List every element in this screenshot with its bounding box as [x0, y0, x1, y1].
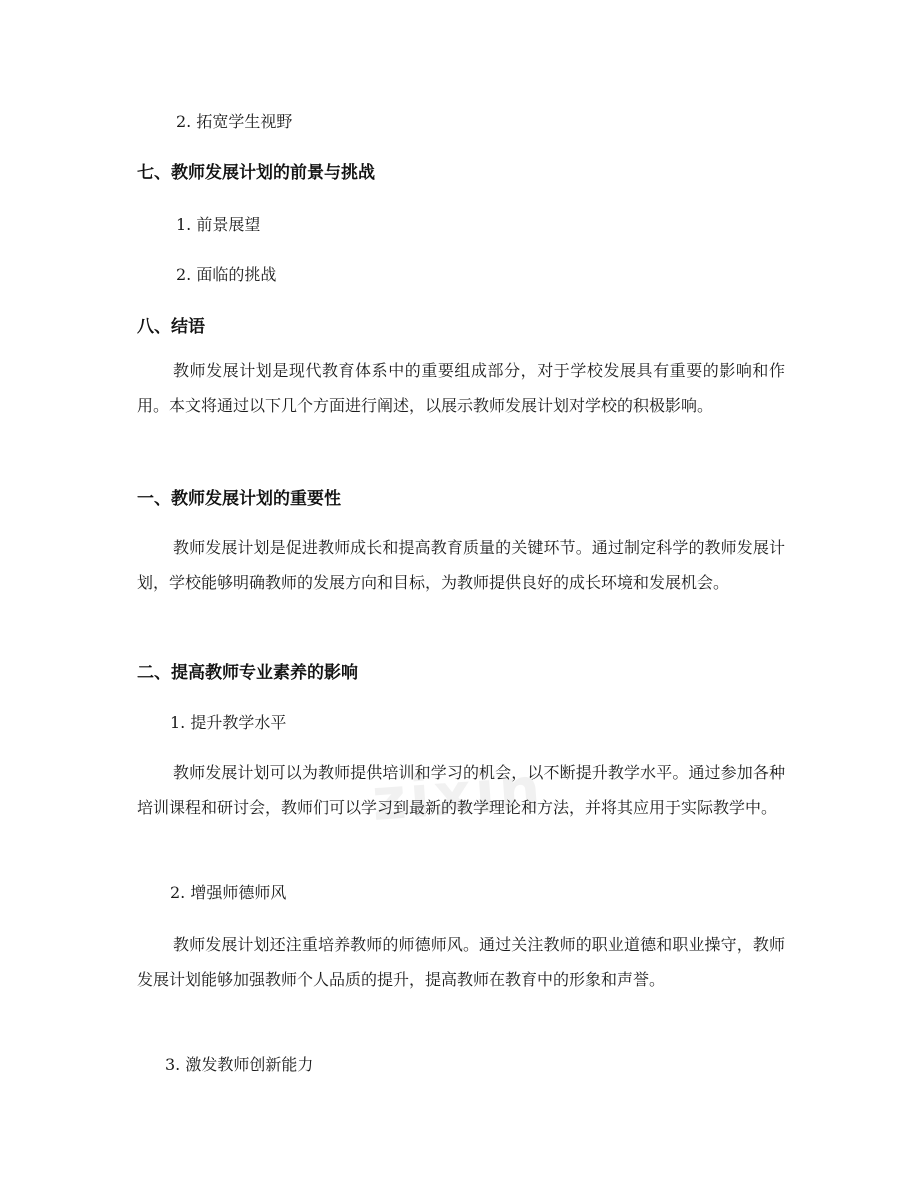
list-item-broaden-horizon: 2. 拓宽学生视野	[176, 112, 293, 131]
watermark: zixin	[369, 754, 547, 834]
list-item-prospect: 1. 前景展望	[176, 215, 261, 234]
ethics-paragraph: 教师发展计划还注重培养教师的师德师风。通过关注教师的职业道德和职业操守，教师发展计划能够加强教师个人品质的提升，提高教师在教育中的形象和声誉。	[137, 935, 785, 989]
teaching-level-paragraph: 教师发展计划可以为教师提供培训和学习的机会，以不断提升教学水平。通过参加各种培训课程和研讨会，教师们可以学习到最新的教学理论和方法，并将其应用于实际教学中。	[137, 763, 785, 817]
section-7-heading: 七、教师发展计划的前景与挑战	[137, 163, 375, 183]
conclusion-paragraph: 教师发展计划是现代教育体系中的重要组成部分，对于学校发展具有重要的影响和作用。本文将通过以下几个方面进行阐述，以展示教师发展计划对学校的积极影响。	[137, 361, 785, 415]
subsection-ethics-title: 2. 增强师德师风	[170, 883, 287, 902]
section-2-heading: 二、提高教师专业素养的影响	[137, 663, 358, 683]
section-1-heading: 一、教师发展计划的重要性	[137, 489, 341, 509]
section-8-heading: 八、结语	[137, 317, 205, 337]
list-item-challenges: 2. 面临的挑战	[176, 265, 277, 284]
subsection-innovation-title: 3. 激发教师创新能力	[165, 1055, 314, 1074]
importance-paragraph: 教师发展计划是促进教师成长和提高教育质量的关键环节。通过制定科学的教师发展计划，学校能够明确教师的发展方向和目标，为教师提供良好的成长环境和发展机会。	[137, 538, 785, 592]
subsection-teaching-level-title: 1. 提升教学水平	[170, 713, 287, 732]
